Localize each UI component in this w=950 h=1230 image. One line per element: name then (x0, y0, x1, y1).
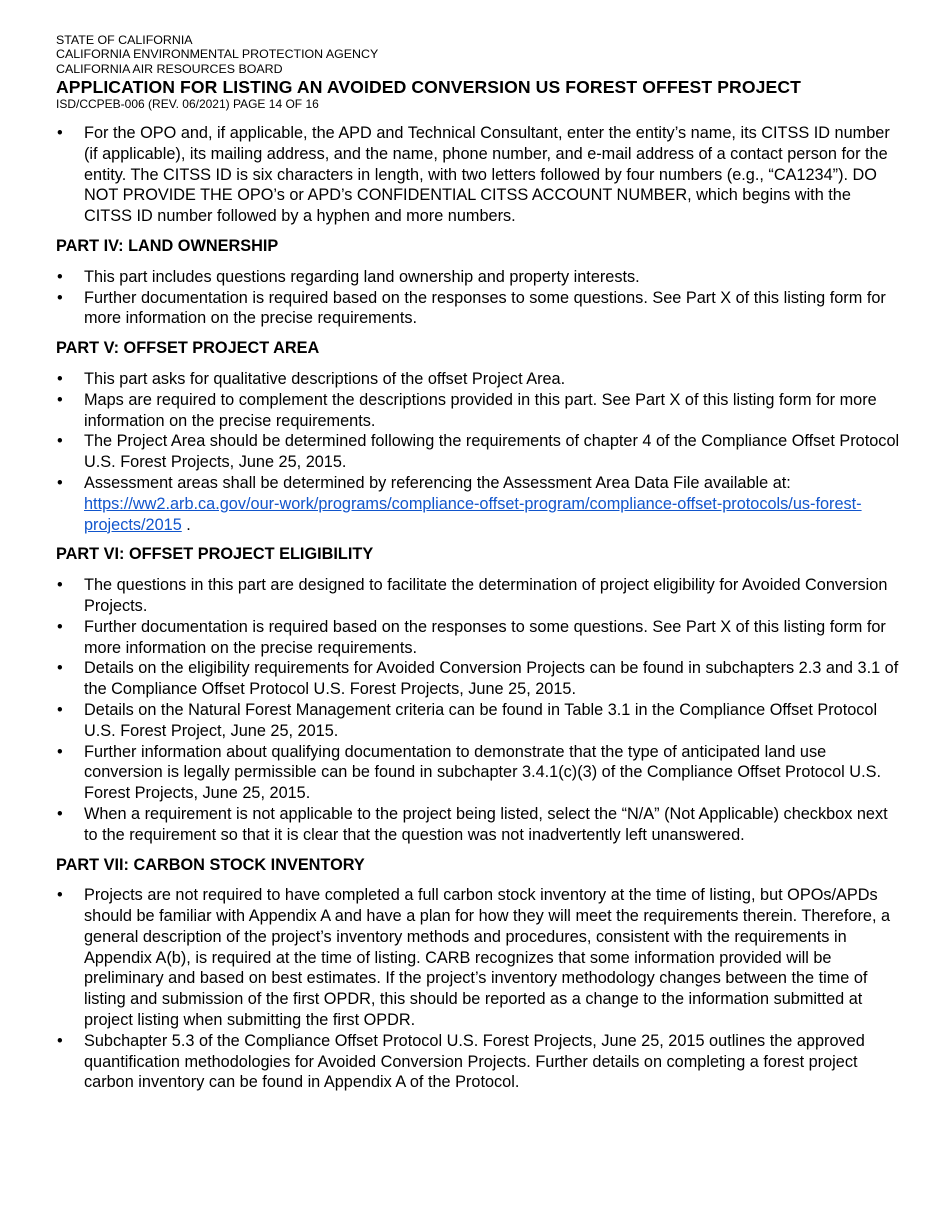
list-item: • Further information about qualifying documentation to demonstrate that the type of anticipated land use conversion is legally permissible can be found in subchapter 3.4.1(c)(3) of the Compliance Offset Protocol U.S. Forest Projects, June 25, 2015. (56, 742, 902, 804)
list-item-with-link (56, 473, 902, 535)
list-item: • This part asks for qualitative descriptions of the offset Project Area. (56, 369, 902, 390)
list-item: • This part includes questions regarding land ownership and property interests. (56, 267, 902, 288)
list-item: • Details on the Natural Forest Management criteria can be found in Table 3.1 in the Compliance Offset Protocol U.S. Forest Project, June 25, 2015. (56, 700, 902, 742)
assessment-area-link[interactable]: https://ww2.arb.ca.gov/our-work/programs/compliance-offset-program/compliance-offset-protocols/us-forest-projects/2015 (84, 494, 862, 534)
section-heading-part-vii: PART VII: CARBON STOCK INVENTORY (56, 855, 365, 874)
link-intro-text: Assessment areas shall be determined by referencing the Assessment Area Data File available at: (84, 473, 791, 492)
list-item: • For the OPO and, if applicable, the APD and Technical Consultant, enter the entity’s name, its CITSS ID number (if applicable), its mailing address, and the name, phone number, and e-mail address of a contact person for the entity. The CITSS ID is six characters in length, with two letters followed by four numbers (e.g., “CA1234”). DO NOT PROVIDE THE OPO’s or APD’s CONFIDENTIAL CITSS ACCOUNT NUMBER, which begins with the CITSS ID number followed by a hyphen and more numbers. (56, 123, 902, 227)
part-v-list (56, 369, 902, 535)
list-item: • When a requirement is not applicable to the project being listed, select the “N/A” (Not Applicable) checkbox next to the requirement so that it is clear that the question was not inadvertently left unanswered. (56, 804, 902, 846)
part-vii-list (56, 885, 902, 1093)
list-item: • Subchapter 5.3 of the Compliance Offset Protocol U.S. Forest Projects, June 25, 2015 outlines the approved quantification methodologies for Avoided Conversion Projects. Further details on completing a forest project carbon inventory can be found in Appendix A of the Protocol. (56, 1031, 902, 1093)
agency-line: CALIFORNIA ENVIRONMENTAL PROTECTION AGENCY (56, 47, 379, 62)
agency-line: CALIFORNIA AIR RESOURCES BOARD (56, 61, 283, 76)
section-heading-part-vi: PART VI: OFFSET PROJECT ELIGIBILITY (56, 545, 374, 564)
section-heading-part-iv: PART IV: LAND OWNERSHIP (56, 236, 279, 255)
agency-line: STATE OF CALIFORNIA (56, 33, 193, 47)
list-item: • Further documentation is required based on the responses to some questions. See Part X of this listing form for more information on the precise requirements. (56, 617, 902, 659)
list-item: • Further documentation is required based on the responses to some questions. See Part X of this listing form for more information on the precise requirements. (56, 288, 902, 330)
form-header (56, 33, 916, 111)
list-item: • The questions in this part are designed to facilitate the determination of project eligibility for Avoided Conversion Projects. (56, 575, 902, 617)
form-id: ISD/CCPEB-006 (REV. 06/2021) PAGE 14 OF 16 (56, 97, 319, 112)
list-item: • Maps are required to complement the descriptions provided in this part. See Part X of this listing form for more information on the precise requirements. (56, 390, 902, 432)
part-vi-list (56, 575, 902, 845)
list-item: • The Project Area should be determined following the requirements of chapter 4 of the Compliance Offset Protocol U.S. Forest Projects, June 25, 2015. (56, 431, 902, 473)
link-suffix: . (181, 515, 191, 534)
list-item: • Projects are not required to have completed a full carbon stock inventory at the time of listing, but OPOs/APDs should be familiar with Appendix A and have a plan for how they will meet the requirements therein. Therefore, a general description of the project’s inventory methods and procedures, consistent with the requirements in Appendix A(b), is required at the time of listing. CARB recognizes that some information provided will be preliminary and based on best estimates. If the project’s inventory methodology changes between the time of listing and submission of the first OPDR, this should be reported as a change to the information submitted at project listing when submitting the first OPDR. (56, 885, 902, 1031)
document-body (56, 123, 902, 1093)
form-title: APPLICATION FOR LISTING AN AVOIDED CONVERSION US FOREST OFFEST PROJECT (56, 77, 801, 98)
part-iv-list (56, 267, 902, 329)
list-item: • Details on the eligibility requirements for Avoided Conversion Projects can be found in subchapters 2.3 and 3.1 of the Compliance Offset Protocol U.S. Forest Projects, June 25, 2015. (56, 658, 902, 700)
section-heading-part-v: PART V: OFFSET PROJECT AREA (56, 339, 320, 358)
intro-list (56, 123, 902, 227)
